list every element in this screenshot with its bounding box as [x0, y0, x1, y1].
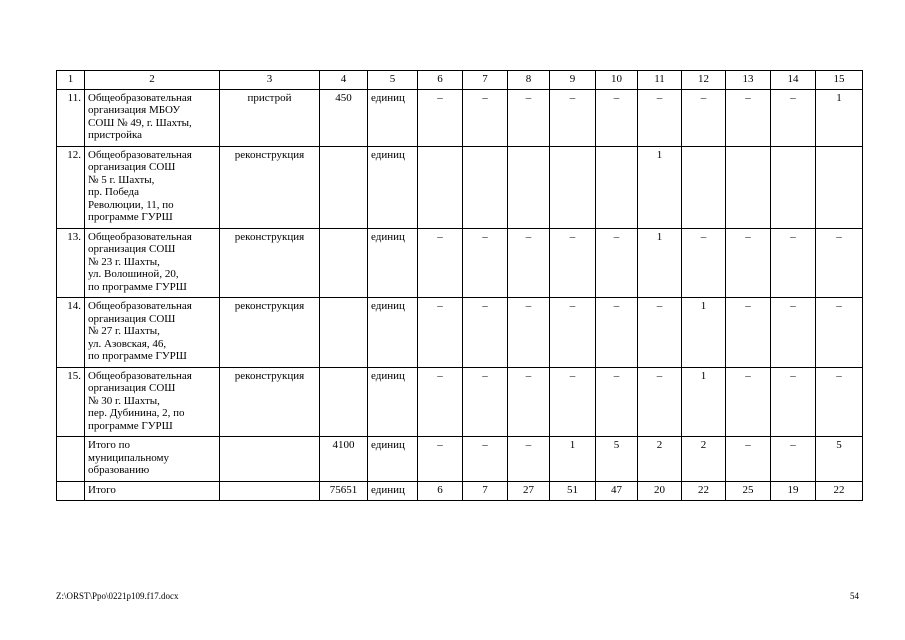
year-value-col-15: – [816, 228, 863, 298]
header-cell-15: 15 [816, 71, 863, 90]
object-name-line: программе ГУРШ [88, 419, 173, 432]
row-number: 13. [57, 228, 85, 298]
object-name-line: организация СОШ [88, 243, 176, 255]
row-number [57, 437, 85, 482]
year-value-col-9: – [550, 298, 596, 368]
year-value-col-7: – [463, 228, 508, 298]
object-name-line: Итого [88, 483, 116, 496]
year-value-col-6: – [418, 228, 463, 298]
year-value-col-11: 20 [638, 481, 682, 501]
table-row [57, 89, 863, 146]
capacity-value [320, 367, 368, 437]
work-type: пристрой [220, 89, 320, 146]
table-row [57, 481, 863, 501]
year-value-col-14: – [771, 298, 816, 368]
header-cell-9: 9 [550, 71, 596, 90]
unit-label: единиц [368, 437, 418, 482]
header-cell-14: 14 [771, 71, 816, 90]
year-value-col-8: – [508, 298, 550, 368]
object-name-line: Общеобразовательная [88, 369, 192, 382]
year-value-col-14: 19 [771, 481, 816, 501]
row-number: 11. [57, 89, 85, 146]
year-value-col-15: 5 [816, 437, 863, 482]
unit-label: единиц [368, 367, 418, 437]
year-value-col-10: 47 [596, 481, 638, 501]
object-name-line: № 23 г. Шахты, [88, 255, 160, 268]
capacity-value [320, 228, 368, 298]
year-value-col-12 [682, 146, 726, 228]
object-name-line: организация МБОУ [88, 104, 181, 116]
year-value-col-14: – [771, 437, 816, 482]
unit-label: единиц [368, 481, 418, 501]
object-name [85, 146, 220, 228]
object-name-line: ул. Волошиной, 20, [88, 268, 179, 280]
year-value-col-11: 2 [638, 437, 682, 482]
year-value-col-15: – [816, 367, 863, 437]
object-name-line: организация СОШ [88, 312, 176, 325]
row-number: 12. [57, 146, 85, 228]
table-row [57, 437, 863, 482]
work-type: реконструкция [220, 146, 320, 228]
year-value-col-9: 51 [550, 481, 596, 501]
year-value-col-9 [550, 146, 596, 228]
capacity-value: 4100 [320, 437, 368, 482]
year-value-col-7: – [463, 367, 508, 437]
footer-file-path: Z:\ORST\Ppo\0221p109.f17.docx [56, 591, 179, 601]
year-value-col-12: 22 [682, 481, 726, 501]
year-value-col-10: – [596, 367, 638, 437]
year-value-col-11: – [638, 298, 682, 368]
year-value-col-10: 5 [596, 437, 638, 482]
year-value-col-8: – [508, 437, 550, 482]
object-name [85, 298, 220, 368]
table-body [57, 71, 863, 501]
header-cell-5: 5 [368, 71, 418, 90]
year-value-col-6: – [418, 367, 463, 437]
capacity-value: 450 [320, 89, 368, 146]
object-name-line: № 5 г. Шахты, [88, 173, 155, 186]
year-value-col-14 [771, 146, 816, 228]
year-value-col-10: – [596, 298, 638, 368]
header-cell-13: 13 [726, 71, 771, 90]
year-value-col-13 [726, 146, 771, 228]
object-name [85, 437, 220, 482]
year-value-col-7: – [463, 437, 508, 482]
year-value-col-14: – [771, 228, 816, 298]
year-value-col-11: – [638, 89, 682, 146]
object-name [85, 89, 220, 146]
header-cell-12: 12 [682, 71, 726, 90]
object-name-line: СОШ № 49, г. Шахты, [88, 116, 192, 129]
year-value-col-11: – [638, 367, 682, 437]
year-value-col-10 [596, 146, 638, 228]
year-value-col-13: – [726, 228, 771, 298]
year-value-col-6: – [418, 298, 463, 368]
object-name-line: организация СОШ [88, 382, 176, 394]
year-value-col-14: – [771, 89, 816, 146]
year-value-col-10: – [596, 228, 638, 298]
object-name-line: пер. Дубинина, 2, по [88, 407, 185, 419]
object-name-line: пр. Победа [88, 186, 139, 198]
work-type: реконструкция [220, 367, 320, 437]
unit-label: единиц [368, 298, 418, 368]
header-cell-10: 10 [596, 71, 638, 90]
year-value-col-10: – [596, 89, 638, 146]
header-cell-2: 2 [85, 71, 220, 90]
year-value-col-7: – [463, 298, 508, 368]
data-table [56, 70, 863, 501]
header-cell-11: 11 [638, 71, 682, 90]
year-value-col-6 [418, 146, 463, 228]
year-value-col-8: – [508, 228, 550, 298]
year-value-col-13: – [726, 298, 771, 368]
header-cell-4: 4 [320, 71, 368, 90]
object-name-line: № 30 г. Шахты, [88, 394, 160, 407]
table-header-row [57, 71, 863, 90]
unit-label: единиц [368, 146, 418, 228]
table-row [57, 146, 863, 228]
row-number: 15. [57, 367, 85, 437]
year-value-col-6: – [418, 437, 463, 482]
header-cell-6: 6 [418, 71, 463, 90]
year-value-col-14: – [771, 367, 816, 437]
header-cell-3: 3 [220, 71, 320, 90]
object-name-line: Итого по [88, 439, 130, 451]
year-value-col-11: 1 [638, 228, 682, 298]
object-name-line: организация СОШ [88, 161, 176, 173]
object-name-line: программе ГУРШ [88, 211, 173, 223]
object-name [85, 228, 220, 298]
object-name-line: Общеобразовательная [88, 300, 192, 312]
work-type: реконструкция [220, 228, 320, 298]
year-value-col-7: 7 [463, 481, 508, 501]
work-type: реконструкция [220, 298, 320, 368]
year-value-col-8: – [508, 367, 550, 437]
object-name-line: образованию [88, 464, 150, 476]
year-value-col-12: – [682, 228, 726, 298]
object-name-line: Революции, 11, по [88, 198, 174, 211]
year-value-col-12: 1 [682, 367, 726, 437]
object-name-line: Общеобразовательная [88, 230, 192, 243]
object-name-line: Общеобразовательная [88, 148, 192, 161]
object-name [85, 367, 220, 437]
capacity-value: 75651 [320, 481, 368, 501]
object-name-line: № 27 г. Шахты, [88, 325, 160, 337]
object-name [85, 481, 220, 501]
object-name-line: по программе ГУРШ [88, 280, 187, 293]
year-value-col-9: – [550, 89, 596, 146]
year-value-col-9: – [550, 228, 596, 298]
year-value-col-15: 1 [816, 89, 863, 146]
year-value-col-6: 6 [418, 481, 463, 501]
table-row [57, 228, 863, 298]
year-value-col-12: 1 [682, 298, 726, 368]
object-name-line: ул. Азовская, 46, [88, 337, 167, 350]
year-value-col-9: 1 [550, 437, 596, 482]
row-number [57, 481, 85, 501]
year-value-col-9: – [550, 367, 596, 437]
year-value-col-13: – [726, 437, 771, 482]
year-value-col-8 [508, 146, 550, 228]
object-name-line: пристройка [88, 129, 143, 141]
object-name-line: муниципальному [88, 451, 170, 464]
capacity-value [320, 146, 368, 228]
object-name-line: Общеобразовательная [88, 91, 192, 104]
year-value-col-7: – [463, 89, 508, 146]
year-value-col-15 [816, 146, 863, 228]
year-value-col-12: – [682, 89, 726, 146]
year-value-col-6: – [418, 89, 463, 146]
year-value-col-12: 2 [682, 437, 726, 482]
footer-page-number: 54 [850, 591, 859, 601]
capacity-value [320, 298, 368, 368]
header-cell-7: 7 [463, 71, 508, 90]
table-row [57, 298, 863, 368]
year-value-col-8: 27 [508, 481, 550, 501]
table-row [57, 367, 863, 437]
header-cell-8: 8 [508, 71, 550, 90]
year-value-col-15: – [816, 298, 863, 368]
year-value-col-11: 1 [638, 146, 682, 228]
year-value-col-15: 22 [816, 481, 863, 501]
object-name-line: по программе ГУРШ [88, 350, 187, 362]
year-value-col-13: – [726, 367, 771, 437]
year-value-col-13: – [726, 89, 771, 146]
year-value-col-8: – [508, 89, 550, 146]
year-value-col-13: 25 [726, 481, 771, 501]
unit-label: единиц [368, 228, 418, 298]
header-cell-1: 1 [57, 71, 85, 90]
unit-label: единиц [368, 89, 418, 146]
year-value-col-7 [463, 146, 508, 228]
row-number: 14. [57, 298, 85, 368]
work-type [220, 481, 320, 501]
work-type [220, 437, 320, 482]
